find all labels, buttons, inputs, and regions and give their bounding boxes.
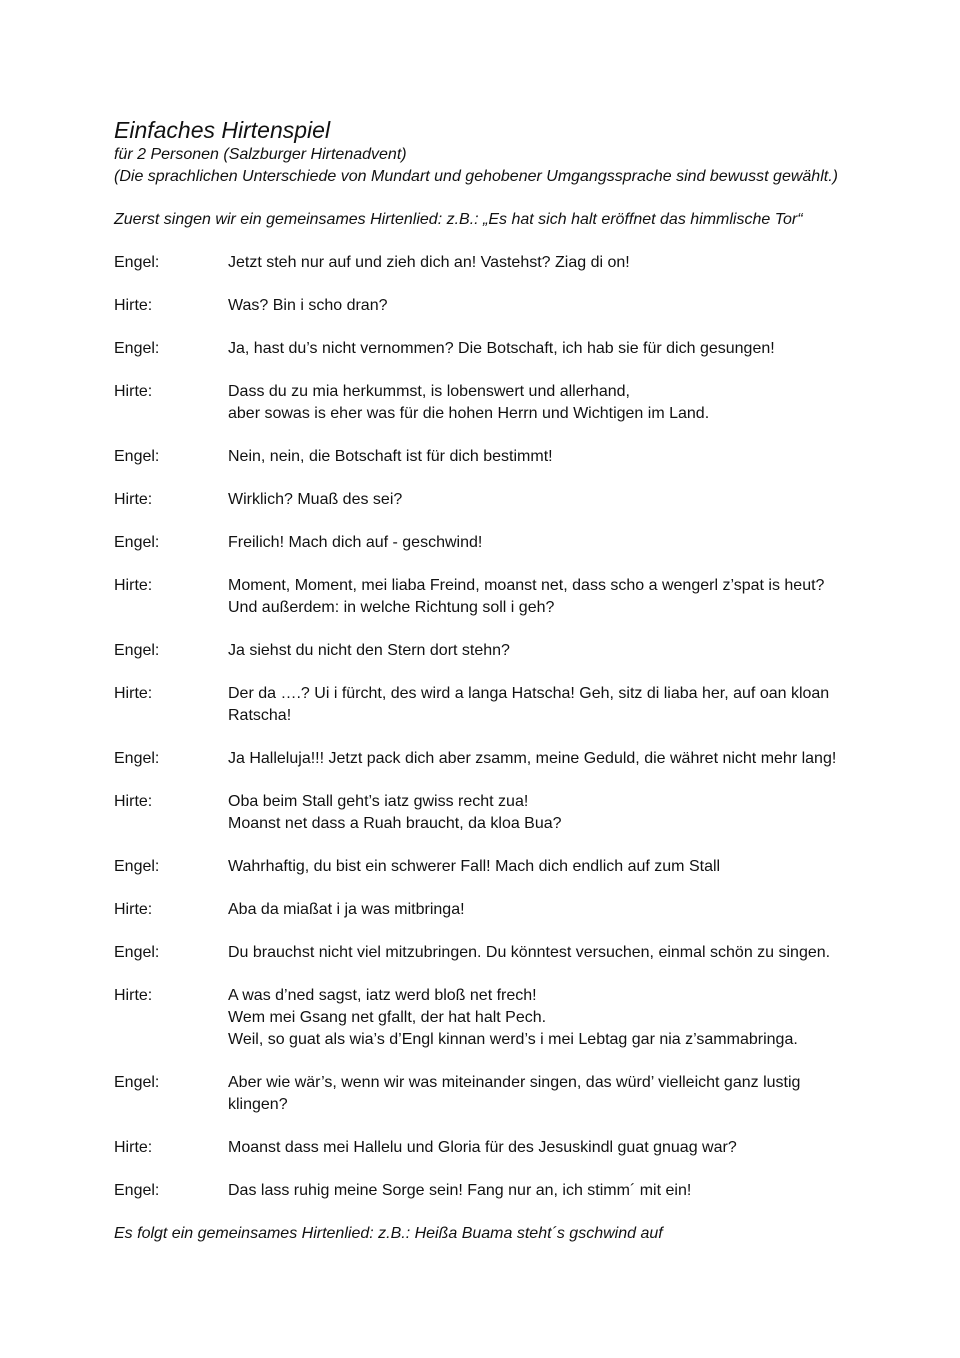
dialog-line: Ja, hast du’s nicht vernommen? Die Botschaft, ich hab sie für dich gesungen! [228,340,775,357]
dialog-row [114,381,960,425]
dialog-text [228,338,850,360]
speaker-label: Engel: [114,858,160,875]
speaker-label: Hirte: [114,297,153,314]
dialog-text [228,791,850,835]
dialog-line: Oba beim Stall geht’s iatz gwiss recht zua! [228,793,529,810]
dialog-text [228,381,850,425]
dialog-row [114,1137,960,1159]
speaker-label: Engel: [114,1182,160,1199]
dialog-line: aber sowas is eher was für die hohen Herrn und Wichtigen im Land. [228,405,710,422]
dialog-text [228,985,850,1051]
speaker-label: Engel: [114,254,160,271]
speaker-label: Engel: [114,1074,160,1091]
dialog-text [228,532,850,554]
dialog-line: Das lass ruhig meine Sorge sein! Fang nur an, ich stimm´ mit ein! [228,1182,692,1199]
dialog-line: Aba da miaßat i ja was mitbringa! [228,901,465,918]
dialog-line: Moment, Moment, mei liaba Freind, moanst net, dass scho a wengerl z’spat is heut? [228,577,825,594]
dialog-line: Der da ….? Ui i fürcht, des wird a langa Hatscha! Geh, sitz di liaba her, auf oan kloan [228,685,830,702]
dialog-text [228,446,850,468]
speaker-label: Hirte: [114,577,153,594]
dialog-list [114,252,960,1202]
dialog-text [228,683,850,727]
speaker-label: Hirte: [114,383,153,400]
dialog-text [228,856,850,878]
dialog-line: Wirklich? Muaß des sei? [228,491,403,508]
speaker-label: Engel: [114,642,160,659]
speaker-label: Hirte: [114,491,153,508]
dialog-row [114,1072,960,1116]
dialog-line: Du brauchst nicht viel mitzubringen. Du könntest versuchen, einmal schön zu singen. [228,944,831,961]
speaker-label: Hirte: [114,987,153,1004]
dialog-line: Nein, nein, die Botschaft ist für dich bestimmt! [228,448,553,465]
dialog-line: Ja siehst du nicht den Stern dort stehn? [228,642,510,659]
speaker-label: Engel: [114,750,160,767]
dialog-row [114,252,960,274]
dialog-line: A was d’ned sagst, iatz werd bloß net frech! [228,987,537,1004]
dialog-line: Wahrhaftig, du bist ein schwerer Fall! Mach dich endlich auf zum Stall [228,858,721,875]
dialog-line: Weil, so guat als wia’s d’Engl kinnan werd’s i mei Lebtag gar nia z’sammabringa. [228,1031,798,1048]
dialog-line: Moanst net dass a Ruah braucht, da kloa Bua? [228,815,562,832]
dialog-text [228,295,850,317]
dialog-row [114,791,960,835]
dialog-line: Aber wie wär’s, wenn wir was miteinander singen, das würd’ vielleicht ganz lustig [228,1074,801,1091]
dialog-line: Wem mei Gsang net gfallt, der hat halt Pech. [228,1009,547,1026]
dialog-line: Und außerdem: in welche Richtung soll i geh? [228,599,555,616]
dialog-row [114,748,960,770]
dialog-text [228,252,850,274]
dialog-line: Freilich! Mach dich auf - geschwind! [228,534,483,551]
dialog-row [114,1180,960,1202]
dialog-text [228,942,850,964]
dialog-row [114,683,960,727]
subtitle-note: (Die sprachlichen Unterschiede von Mundart und gehobener Umgangssprache sind bewusst gewählt.) [114,168,838,185]
speaker-label: Engel: [114,534,160,551]
dialog-text [228,1072,850,1116]
dialog-row [114,856,960,878]
dialog-text [228,575,850,619]
dialog-row [114,899,960,921]
dialog-line: Dass du zu mia herkummst, is lobenswert und allerhand, [228,383,630,400]
dialog-line: Moanst dass mei Hallelu und Gloria für des Jesuskindl guat gnuag war? [228,1139,737,1156]
speaker-label: Hirte: [114,901,153,918]
speaker-label: Engel: [114,340,160,357]
dialog-text [228,899,850,921]
speaker-label: Engel: [114,944,160,961]
dialog-row [114,338,960,360]
dialog-line: Was? Bin i scho dran? [228,297,388,314]
dialog-row [114,942,960,964]
dialog-line: Ratscha! [228,707,292,724]
dialog-text [228,1180,850,1202]
dialog-row [114,446,960,468]
dialog-row [114,575,960,619]
outro-song: Es folgt ein gemeinsames Hirtenlied: z.B.: Heißa Buama steht´s gschwind auf [114,1225,663,1242]
dialog-row [114,532,960,554]
dialog-text [228,1137,850,1159]
document-title: Einfaches Hirtenspiel [114,117,331,143]
dialog-text [228,640,850,662]
dialog-text [228,748,850,770]
dialog-text [228,489,850,511]
dialog-row [114,295,960,317]
speaker-label: Hirte: [114,685,153,702]
dialog-row [114,985,960,1051]
speaker-label: Hirte: [114,793,153,810]
dialog-row [114,640,960,662]
dialog-line: klingen? [228,1096,288,1113]
dialog-line: Jetzt steh nur auf und zieh dich an! Vastehst? Ziag di on! [228,254,630,271]
dialog-line: Ja Halleluja!!! Jetzt pack dich aber zsamm, meine Geduld, die währet nicht mehr lang! [228,750,837,767]
intro-song: Zuerst singen wir ein gemeinsames Hirtenlied: z.B.: „Es hat sich halt eröffnet das himmlische Tor“ [114,211,803,228]
speaker-label: Hirte: [114,1139,153,1156]
speaker-label: Engel: [114,448,160,465]
dialog-row [114,489,960,511]
subtitle-persons: für 2 Personen (Salzburger Hirtenadvent) [114,146,407,163]
